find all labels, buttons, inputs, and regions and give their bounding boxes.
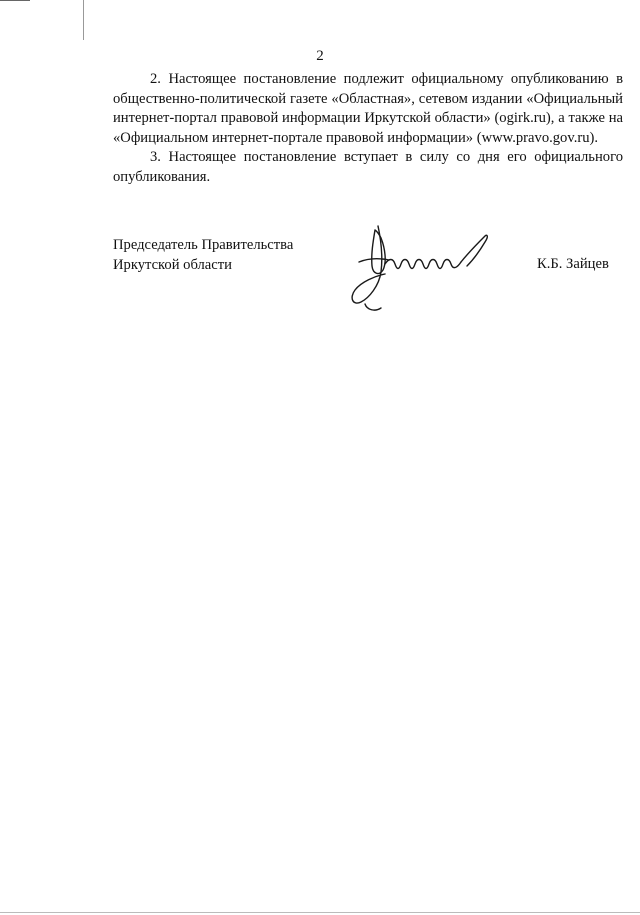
- page-number: 2: [316, 48, 324, 64]
- scan-edge-top: [0, 0, 640, 3]
- scan-edge-bottom: [0, 910, 640, 913]
- signatory-title-line-2: Иркутской области: [113, 256, 232, 273]
- signatory-title: [113, 236, 293, 275]
- signatory-title-line-1: Председатель Правительства: [113, 237, 294, 253]
- signatory-name: К.Б. Зайцев: [537, 256, 609, 272]
- paragraph-2: 2. Настоящее постановление подлежит официальному опубликованию в общественно-политической газете «Областная», сетевом издании «Официальный интернет-портал правовой информации Иркутской области» (ogirk.ru), а также на «Официальном интернет-портале правовой информации» (www.pravo.gov.ru).: [113, 71, 623, 146]
- document-body: [113, 70, 623, 187]
- handwritten-signature: [345, 222, 495, 314]
- paragraph-3: 3. Настоящее постановление вступает в силу со дня его официального опубликования.: [113, 149, 623, 185]
